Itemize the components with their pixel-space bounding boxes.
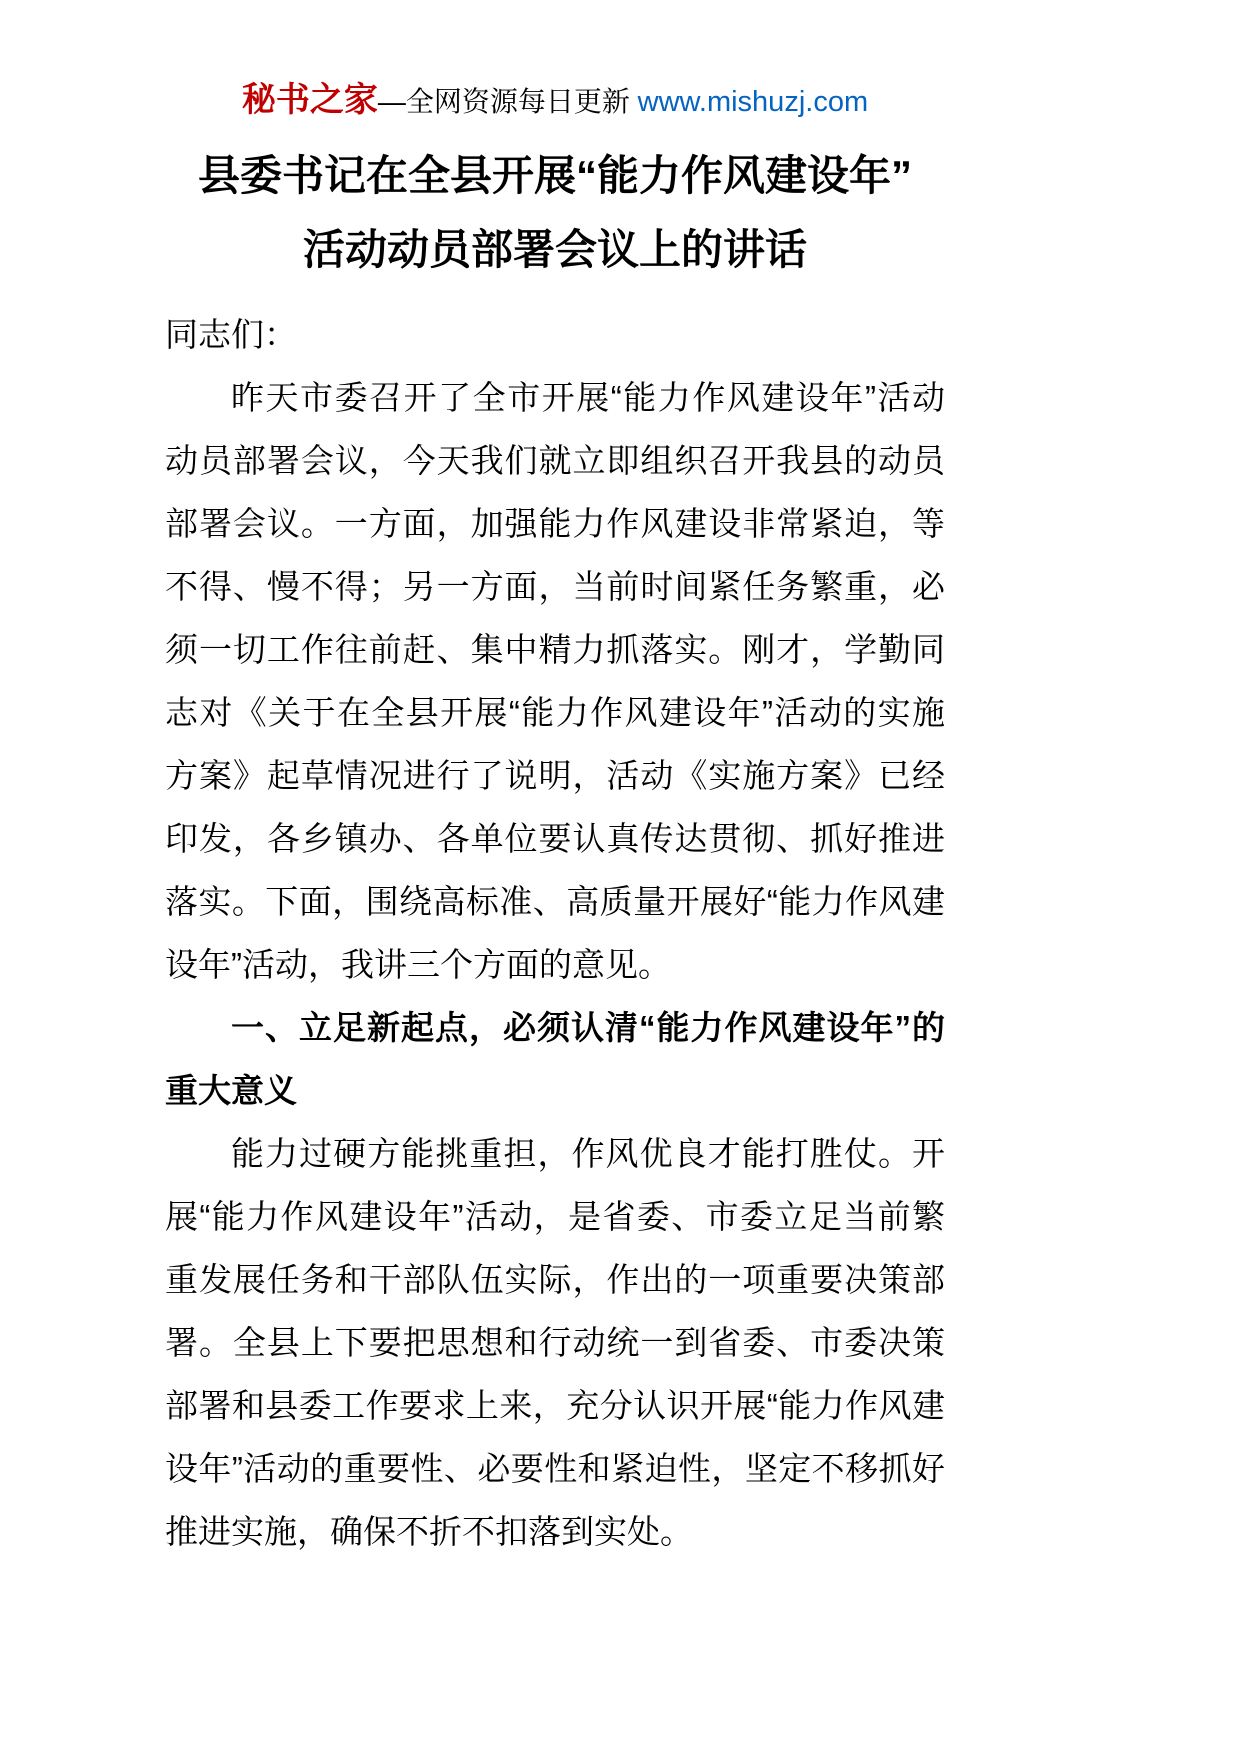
site-tagline: —全网资源每日更新 <box>377 86 638 117</box>
site-url-link[interactable]: www.mishuzj.com <box>637 86 869 118</box>
site-header <box>165 78 945 129</box>
salutation-paragraph: 同志们： <box>165 316 297 353</box>
site-brand: 秘书之家 <box>241 81 378 119</box>
document-body <box>165 303 945 1563</box>
body-paragraph-2: 能力过硬方能挑重担，作风优良才能打胜仗。开展“能力作风建设年”活动，是省委、市委立足当前繁重发展任务和干部队伍实际，作出的一项重要决策部署。全县上下要把思想和行动统一到省委、市委决策部署和县委工作要求上来，充分认识开展“能力作风建设年”活动的重要性、必要性和紧迫性，坚定不移抓好推进实施，确保不折不扣落到实处。 <box>165 1135 945 1550</box>
section-heading-1: 一、立足新起点，必须认清“能力作风建设年”的重大意义 <box>165 1009 945 1109</box>
document-title <box>165 139 945 287</box>
body-paragraph-1: 昨天市委召开了全市开展“能力作风建设年”活动动员部署会议，今天我们就立即组织召开我县的动员部署会议。一方面，加强能力作风建设非常紧迫，等不得、慢不得；另一方面，当前时间紧任务繁重，必须一切工作往前赶、集中精力抓落实。刚才，学勤同志对《关于在全县开展“能力作风建设年”活动的实施方案》起草情况进行了说明，活动《实施方案》已经印发，各乡镇办、各单位要认真传达贯彻、抓好推进落实。下面，围绕高标准、高质量开展好“能力作风建设年”活动，我讲三个方面的意见。 <box>165 379 945 983</box>
document-title-line-2: 活动动员部署会议上的讲话 <box>302 226 807 273</box>
document-title-line-1: 县委书记在全县开展“能力作风建设年” <box>197 152 912 199</box>
